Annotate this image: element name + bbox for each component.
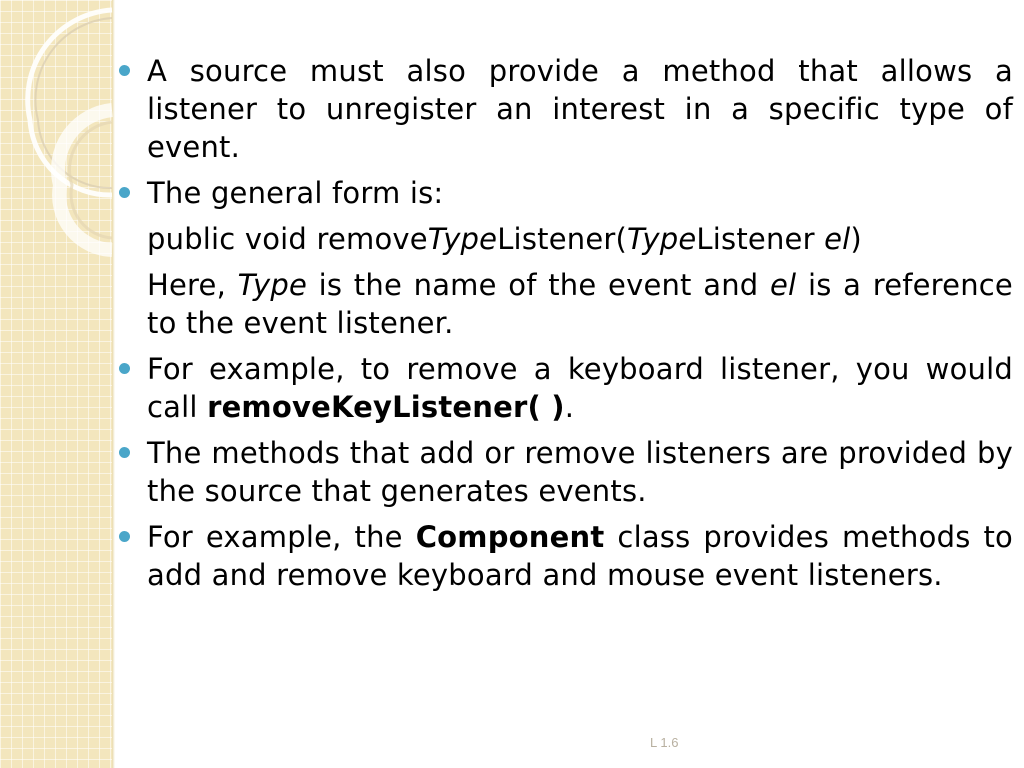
signature-part: public void remove: [147, 222, 428, 256]
bullet-text: The general form is:: [147, 176, 444, 210]
explanation-part: Here,: [147, 268, 238, 302]
decorative-swirl-graphic: [0, 0, 130, 300]
bullet-text: A source must also provide a method that allows a listener to unregister an interest in a specific type of event.: [147, 54, 1013, 164]
explanation-type-italic: Type: [237, 268, 308, 302]
signature-part: ): [850, 222, 862, 256]
method-signature-line: [115, 220, 1013, 258]
bullet-text: The methods that add or remove listeners are provided by the source that generates events.: [147, 436, 1013, 508]
bullet-item-component-example: [115, 518, 1013, 594]
signature-type-italic: Type: [427, 222, 498, 256]
bullet-dot-icon: [119, 531, 130, 542]
class-name-bold: Component: [415, 520, 605, 554]
bullet-text: class provides methods to add and remove keyboard and mouse event listeners.: [147, 520, 1013, 592]
bullet-dot-icon: [119, 447, 130, 458]
bullet-item-general-form: [115, 174, 1013, 212]
explanation-paragraph: [115, 266, 1013, 342]
signature-part: Listener(: [497, 222, 627, 256]
bullet-dot-icon: [119, 187, 130, 198]
signature-type-italic: Type: [627, 222, 697, 256]
explanation-part: is a reference to the event listener.: [147, 268, 1013, 340]
bullet-text: For example, to remove a keyboard listener, you would call: [147, 352, 1013, 424]
bullet-item-unregister-method: [115, 52, 1013, 166]
bullet-text: .: [564, 390, 575, 424]
signature-param-italic: el: [824, 222, 851, 256]
method-name-bold: removeKeyListener( ): [207, 390, 565, 424]
bullet-item-keyboard-example: [115, 350, 1013, 426]
explanation-el-italic: el: [770, 268, 797, 302]
slide-footer-label: L 1.6: [650, 735, 679, 750]
slide-content: [115, 52, 1013, 602]
signature-part: Listener: [696, 222, 825, 256]
explanation-part: is the name of the event and: [307, 268, 771, 302]
bullet-text: For example, the: [147, 520, 416, 554]
bullet-dot-icon: [119, 363, 130, 374]
bullet-dot-icon: [119, 65, 130, 76]
bullet-item-source-methods: [115, 434, 1013, 510]
